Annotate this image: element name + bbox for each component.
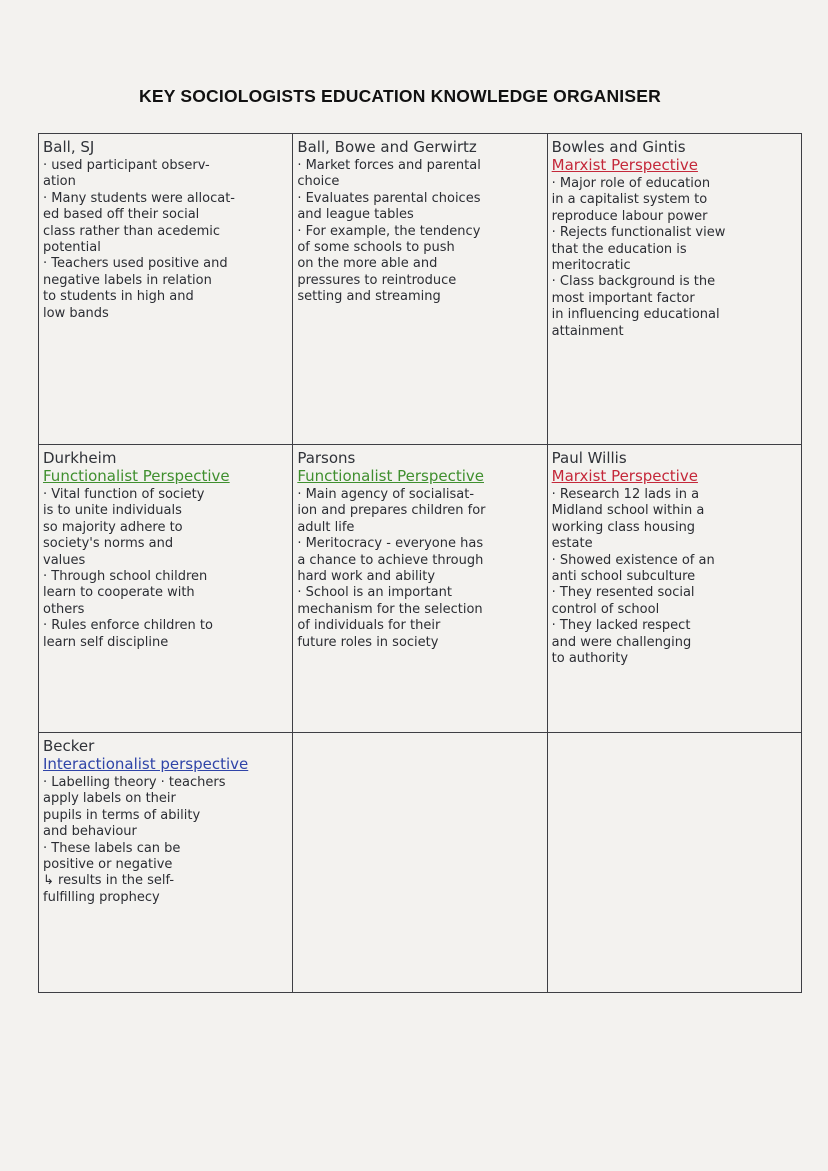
table-cell bbox=[293, 445, 547, 733]
perspective-label: Functionalist Perspective bbox=[43, 467, 230, 485]
perspective-label: Interactionalist perspective bbox=[43, 755, 249, 773]
knowledge-organiser-table bbox=[38, 133, 802, 993]
sociologist-name: Paul Willis bbox=[551, 449, 627, 467]
sociologist-name: Becker bbox=[43, 737, 95, 755]
sociologist-name: Ball, Bowe and Gerwirtz bbox=[297, 138, 477, 156]
table-cell bbox=[547, 134, 801, 445]
cell-notes: · Main agency of socialisat- ion and prepares children for adult life · Meritocracy - everyone has a chance to achieve through hard work and ability · School is an important mechanism for the selection of individuals for their future roles in society bbox=[297, 487, 486, 650]
sociologist-name: Bowles and Gintis bbox=[551, 138, 686, 156]
table-cell bbox=[293, 134, 547, 445]
perspective-label: Marxist Perspective bbox=[551, 467, 698, 485]
cell-notes: · Major role of education in a capitalist system to reproduce labour power · Rejects functionalist view that the education is meritocratic · Class background is the most important factor in influencing educational attainment bbox=[551, 176, 726, 339]
sociologist-name: Ball, SJ bbox=[43, 138, 95, 156]
cell-notes: · used participant observ- ation · Many students were allocat- ed based off their social class rather than acedemic potential · Teachers used positive and negative labels in relation to students in high and low bands bbox=[43, 158, 235, 321]
page-title: KEY SOCIOLOGISTS EDUCATION KNOWLEDGE ORGANISER bbox=[139, 86, 661, 106]
cell-notes: · Research 12 lads in a Midland school within a working class housing estate · Showed existence of an anti school subculture · They resented social control of school · They lacked respect and were challenging to authority bbox=[551, 487, 715, 667]
cell-notes: · Market forces and parental choice · Evaluates parental choices and league tables · For example, the tendency of some schools to push on the more able and pressures to reintroduce setting and streaming bbox=[297, 158, 481, 305]
cell-notes: · Vital function of society is to unite individuals so majority adhere to society's norms and values · Through school children learn to cooperate with others · Rules enforce children to learn self discipline bbox=[43, 487, 213, 650]
table-cell bbox=[39, 733, 293, 993]
table-row bbox=[39, 733, 802, 993]
table-row bbox=[39, 134, 802, 445]
table-cell bbox=[547, 445, 801, 733]
table-cell bbox=[39, 445, 293, 733]
perspective-label: Functionalist Perspective bbox=[297, 467, 484, 485]
sociologist-name: Parsons bbox=[297, 449, 356, 467]
perspective-label: Marxist Perspective bbox=[551, 156, 698, 174]
cell-notes: · Labelling theory · teachers apply labels on their pupils in terms of ability and behaviour · These labels can be positive or negative ↳ results in the self- fulfilling prophecy bbox=[43, 775, 226, 905]
empty-cell bbox=[547, 733, 801, 993]
table-row bbox=[39, 445, 802, 733]
sociologist-name: Durkheim bbox=[43, 449, 117, 467]
table-cell bbox=[39, 134, 293, 445]
empty-cell bbox=[293, 733, 547, 993]
